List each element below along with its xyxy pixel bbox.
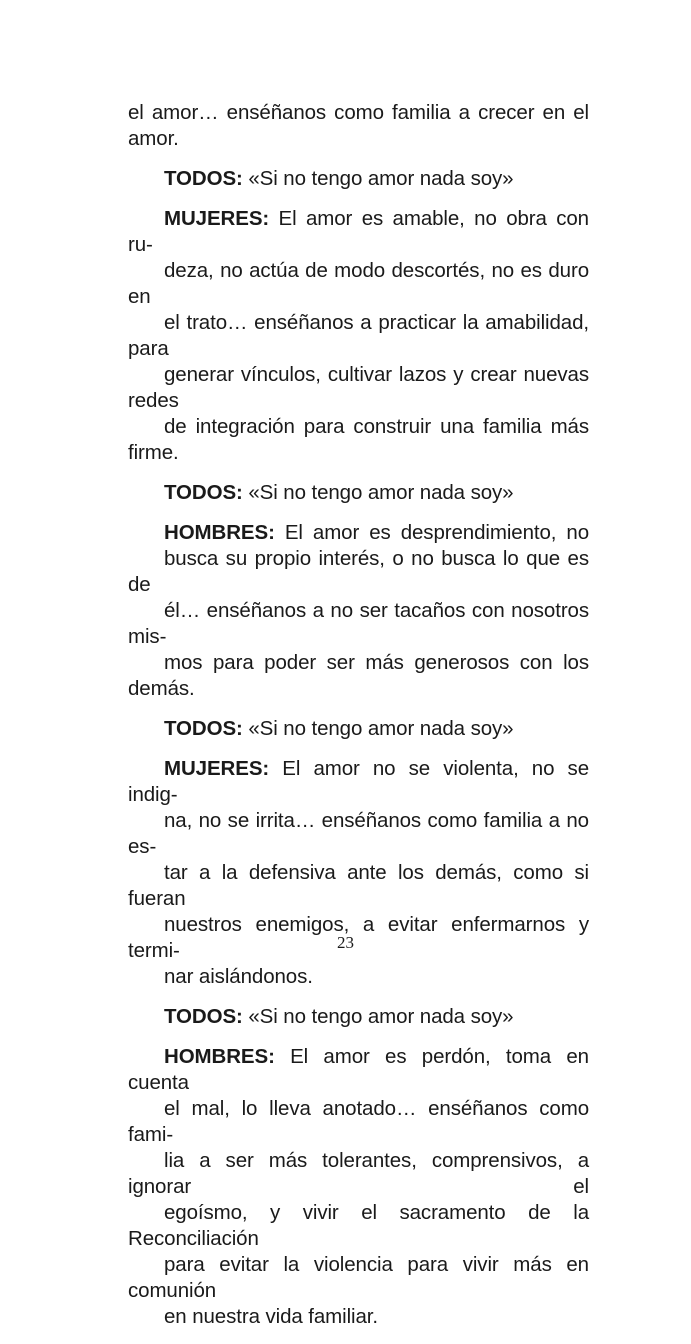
speech-paragraph <box>128 1004 589 1030</box>
speaker-label: MUJERES: <box>164 757 270 780</box>
line-text: «Si no tengo amor nada soy» <box>248 717 514 740</box>
line-text: deza, no actúa de modo descortés, no es duro en <box>128 259 589 308</box>
text-paragraph <box>128 100 589 152</box>
text-line <box>128 1304 589 1330</box>
text-line <box>128 964 589 990</box>
text-line <box>128 166 589 192</box>
line-text: El amor no se violenta, no se indig- <box>128 757 589 806</box>
line-text: na, no se irrita… enséñanos como familia a no es- <box>128 809 589 858</box>
text-line <box>128 716 589 742</box>
text-line <box>128 1148 589 1200</box>
line-text: él… enséñanos a no ser tacaños con nosotros mis- <box>128 599 589 648</box>
text-line <box>128 1096 589 1148</box>
speech-paragraph <box>128 756 589 990</box>
line-text: egoísmo, y vivir el sacramento de la Reconciliación <box>128 1201 589 1250</box>
speaker-label: TODOS: <box>164 167 243 190</box>
text-line <box>128 126 589 152</box>
line-text: de integración para construir una familia más firme. <box>128 415 589 464</box>
text-line <box>128 650 589 702</box>
line-text: nuestros enemigos, a evitar enfermarnos y termi- <box>128 913 589 962</box>
line-text: nar aislándonos. <box>164 965 313 988</box>
text-line <box>128 598 589 650</box>
page-body <box>128 100 589 1344</box>
text-line <box>128 480 589 506</box>
text-line <box>128 258 589 310</box>
speaker-label: TODOS: <box>164 1005 243 1028</box>
speaker-label: TODOS: <box>164 481 243 504</box>
text-line <box>128 756 589 808</box>
speech-paragraph <box>128 166 589 192</box>
line-text: El amor es amable, no obra con ru- <box>128 207 589 256</box>
speech-paragraph <box>128 1044 589 1330</box>
line-text: el trato… enséñanos a practicar la amabilidad, para <box>128 311 589 360</box>
line-text: «Si no tengo amor nada soy» <box>248 167 514 190</box>
line-text: para evitar la violencia para vivir más en comunión <box>128 1253 589 1302</box>
speaker-label: HOMBRES: <box>164 1045 275 1068</box>
line-text: lia a ser más tolerantes, comprensivos, a ignorar el <box>128 1149 589 1198</box>
text-line <box>128 310 589 362</box>
text-line <box>128 414 589 466</box>
text-line <box>128 860 589 912</box>
speech-paragraph <box>128 716 589 742</box>
line-text: en nuestra vida familiar. <box>164 1305 379 1328</box>
speech-paragraph <box>128 206 589 466</box>
line-text: «Si no tengo amor nada soy» <box>248 481 514 504</box>
line-text: mos para poder ser más generosos con los demás. <box>128 651 589 700</box>
speech-paragraph <box>128 480 589 506</box>
speech-paragraph <box>128 520 589 702</box>
text-line <box>128 100 589 126</box>
text-line <box>128 362 589 414</box>
text-line <box>128 206 589 258</box>
line-text: amor. <box>128 127 179 150</box>
speaker-label: TODOS: <box>164 717 243 740</box>
line-text: el amor… enséñanos como familia a crecer en el <box>128 101 589 124</box>
text-line <box>128 546 589 598</box>
line-text: «Si no tengo amor nada soy» <box>248 1005 514 1028</box>
text-line <box>128 808 589 860</box>
page-number: 23 <box>337 933 354 952</box>
line-text: busca su propio interés, o no busca lo que es de <box>128 547 589 596</box>
line-text: El amor es desprendimiento, no <box>284 521 589 544</box>
speaker-label: HOMBRES: <box>164 521 275 544</box>
line-text: El amor es perdón, toma en cuenta <box>128 1045 589 1094</box>
text-line <box>128 1044 589 1096</box>
speaker-label: MUJERES: <box>164 207 270 230</box>
line-text: generar vínculos, cultivar lazos y crear nuevas redes <box>128 363 589 412</box>
line-text: el mal, lo lleva anotado… enséñanos como fami- <box>128 1097 589 1146</box>
text-line <box>128 1252 589 1304</box>
text-line <box>128 1004 589 1030</box>
line-text: tar a la defensiva ante los demás, como si fueran <box>128 861 589 910</box>
text-line <box>128 520 589 546</box>
text-line <box>128 1200 589 1252</box>
